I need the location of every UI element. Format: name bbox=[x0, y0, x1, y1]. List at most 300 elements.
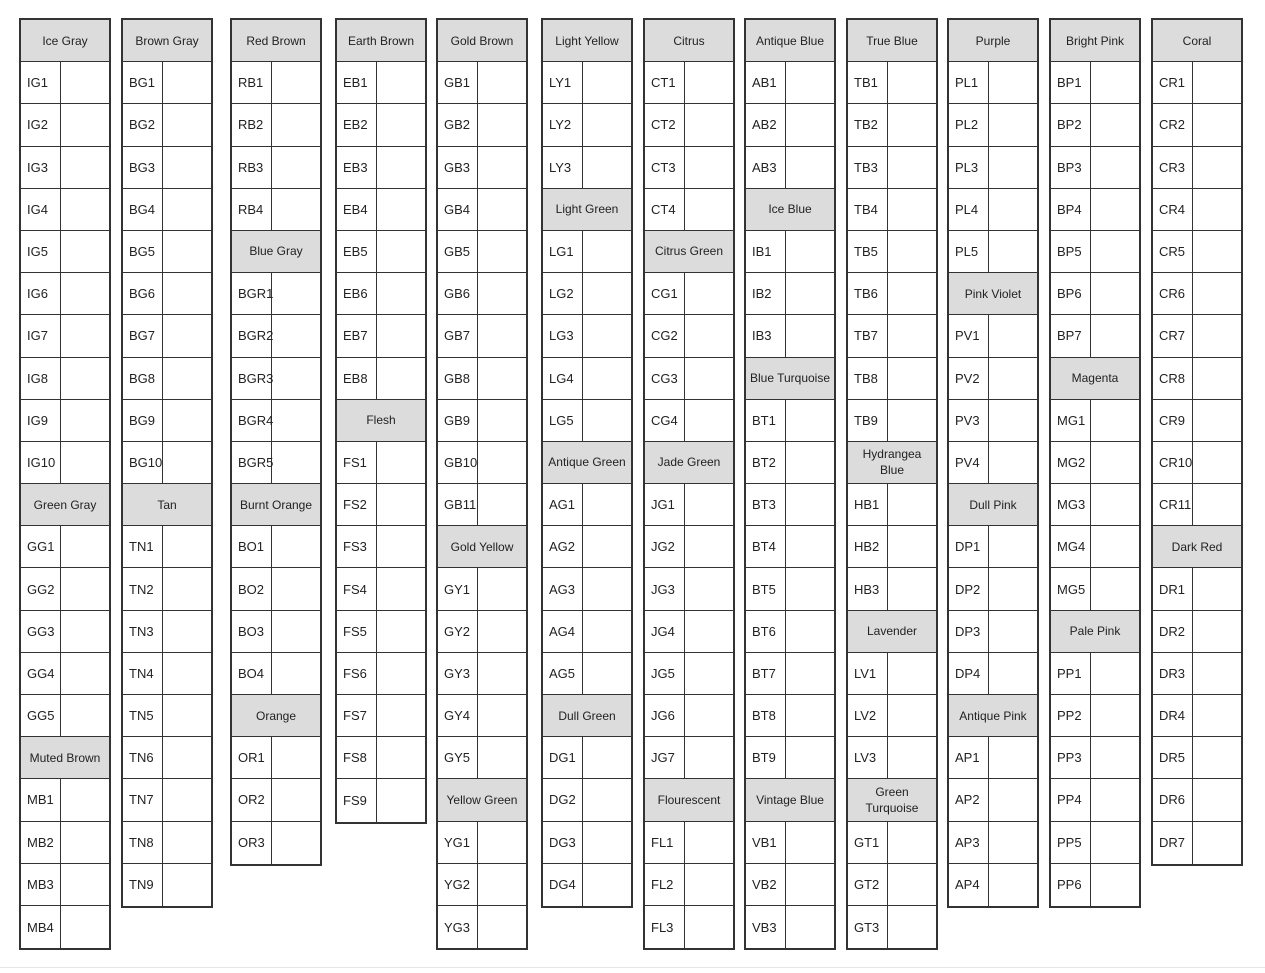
swatch-box bbox=[478, 358, 526, 399]
swatch-box bbox=[377, 315, 425, 356]
color-group-header: Antique Blue bbox=[746, 20, 834, 62]
color-code-label: BGR4 bbox=[232, 400, 272, 441]
swatch-box bbox=[272, 611, 320, 652]
page-bottom-divider bbox=[0, 967, 1265, 968]
swatch-box bbox=[1193, 737, 1241, 778]
color-code-label: TB8 bbox=[848, 358, 888, 399]
color-code-label: TN8 bbox=[123, 822, 163, 863]
swatch-box bbox=[583, 526, 631, 567]
swatch-box bbox=[478, 315, 526, 356]
swatch-box bbox=[685, 822, 733, 863]
color-group-header: True Blue bbox=[848, 20, 936, 62]
swatch-box bbox=[272, 189, 320, 230]
color-code-label: FS9 bbox=[337, 779, 377, 821]
swatch-box bbox=[163, 358, 211, 399]
color-code-row bbox=[438, 568, 526, 610]
color-code-row bbox=[1051, 822, 1139, 864]
swatch-box bbox=[272, 315, 320, 356]
swatch-box bbox=[377, 695, 425, 736]
color-code-label: GT2 bbox=[848, 864, 888, 905]
swatch-box bbox=[1193, 484, 1241, 525]
color-code-row bbox=[1051, 653, 1139, 695]
color-code-row bbox=[438, 906, 526, 948]
color-code-row bbox=[848, 358, 936, 400]
color-code-row bbox=[543, 822, 631, 864]
color-column bbox=[947, 18, 1039, 908]
color-code-label: VB1 bbox=[746, 822, 786, 863]
color-code-row bbox=[645, 822, 733, 864]
color-code-row bbox=[949, 822, 1037, 864]
color-code-label: MB2 bbox=[21, 822, 61, 863]
color-code-row bbox=[848, 104, 936, 146]
swatch-box bbox=[272, 822, 320, 864]
swatch-box bbox=[786, 315, 834, 356]
swatch-box bbox=[1193, 822, 1241, 864]
swatch-box bbox=[1091, 62, 1139, 103]
color-code-row bbox=[949, 568, 1037, 610]
color-code-row bbox=[337, 315, 425, 357]
color-code-label: BO2 bbox=[232, 568, 272, 609]
swatch-box bbox=[888, 400, 936, 441]
color-code-row bbox=[337, 62, 425, 104]
color-code-label: AP2 bbox=[949, 779, 989, 820]
color-code-row bbox=[949, 400, 1037, 442]
swatch-box bbox=[61, 653, 109, 694]
color-code-label: GB8 bbox=[438, 358, 478, 399]
color-code-label: LY3 bbox=[543, 147, 583, 188]
color-code-row bbox=[123, 611, 211, 653]
color-code-row bbox=[746, 568, 834, 610]
color-code-row bbox=[21, 400, 109, 442]
color-code-label: GY2 bbox=[438, 611, 478, 652]
color-code-row bbox=[949, 864, 1037, 906]
color-code-label: DR4 bbox=[1153, 695, 1193, 736]
color-code-label: BT8 bbox=[746, 695, 786, 736]
swatch-box bbox=[163, 400, 211, 441]
color-code-label: LG5 bbox=[543, 400, 583, 441]
color-code-row bbox=[123, 400, 211, 442]
swatch-box bbox=[272, 526, 320, 567]
color-group-header: Tan bbox=[123, 484, 211, 526]
color-code-row bbox=[232, 653, 320, 695]
swatch-box bbox=[478, 611, 526, 652]
color-code-label: IG6 bbox=[21, 273, 61, 314]
color-code-row bbox=[848, 695, 936, 737]
color-code-row bbox=[848, 737, 936, 779]
color-code-row bbox=[438, 653, 526, 695]
color-code-label: PV1 bbox=[949, 315, 989, 356]
color-code-label: BG9 bbox=[123, 400, 163, 441]
color-code-row bbox=[232, 822, 320, 864]
swatch-box bbox=[786, 62, 834, 103]
color-code-row bbox=[949, 315, 1037, 357]
color-code-label: CG1 bbox=[645, 273, 685, 314]
color-code-row bbox=[543, 315, 631, 357]
color-code-row bbox=[543, 62, 631, 104]
swatch-box bbox=[786, 104, 834, 145]
color-code-label: DR5 bbox=[1153, 737, 1193, 778]
color-code-row bbox=[1153, 147, 1241, 189]
color-code-label: BT3 bbox=[746, 484, 786, 525]
swatch-box bbox=[989, 864, 1037, 906]
color-code-row bbox=[337, 526, 425, 568]
swatch-box bbox=[478, 147, 526, 188]
color-code-label: JG5 bbox=[645, 653, 685, 694]
color-code-label: TN1 bbox=[123, 526, 163, 567]
color-group-header: Antique Pink bbox=[949, 695, 1037, 737]
swatch-box bbox=[377, 62, 425, 103]
swatch-box bbox=[888, 358, 936, 399]
color-code-row bbox=[21, 62, 109, 104]
swatch-box bbox=[786, 526, 834, 567]
swatch-box bbox=[478, 104, 526, 145]
color-code-label: PV4 bbox=[949, 442, 989, 483]
color-code-row bbox=[438, 231, 526, 273]
swatch-box bbox=[377, 526, 425, 567]
color-code-label: HB3 bbox=[848, 568, 888, 609]
color-code-label: CR10 bbox=[1153, 442, 1193, 483]
swatch-box bbox=[1091, 653, 1139, 694]
swatch-box bbox=[1091, 779, 1139, 820]
swatch-box bbox=[1091, 400, 1139, 441]
color-code-label: TB1 bbox=[848, 62, 888, 103]
swatch-box bbox=[1091, 231, 1139, 272]
color-group-header: Green Turquoise bbox=[848, 779, 936, 821]
color-code-label: EB6 bbox=[337, 273, 377, 314]
swatch-box bbox=[1193, 779, 1241, 820]
color-code-label: MB1 bbox=[21, 779, 61, 820]
swatch-box bbox=[478, 695, 526, 736]
color-code-row bbox=[438, 442, 526, 484]
color-code-label: CG3 bbox=[645, 358, 685, 399]
color-code-label: BT7 bbox=[746, 653, 786, 694]
color-code-row bbox=[949, 653, 1037, 695]
color-code-label: IG9 bbox=[21, 400, 61, 441]
color-code-row bbox=[337, 779, 425, 821]
swatch-box bbox=[61, 442, 109, 483]
color-code-label: FS7 bbox=[337, 695, 377, 736]
color-code-row bbox=[746, 906, 834, 948]
color-code-row bbox=[1153, 104, 1241, 146]
color-code-label: AG4 bbox=[543, 611, 583, 652]
swatch-box bbox=[163, 864, 211, 906]
swatch-box bbox=[61, 400, 109, 441]
swatch-box bbox=[61, 779, 109, 820]
color-code-label: BGR3 bbox=[232, 358, 272, 399]
swatch-box bbox=[1091, 526, 1139, 567]
color-code-row bbox=[123, 526, 211, 568]
swatch-box bbox=[272, 653, 320, 694]
color-code-label: BG1 bbox=[123, 62, 163, 103]
swatch-box bbox=[685, 104, 733, 145]
color-code-row bbox=[232, 147, 320, 189]
swatch-box bbox=[888, 653, 936, 694]
color-code-row bbox=[438, 315, 526, 357]
color-code-row bbox=[123, 442, 211, 484]
color-code-label: JG7 bbox=[645, 737, 685, 778]
color-code-label: BO1 bbox=[232, 526, 272, 567]
color-code-label: EB5 bbox=[337, 231, 377, 272]
swatch-box bbox=[61, 62, 109, 103]
color-code-row bbox=[1051, 526, 1139, 568]
color-code-label: BP5 bbox=[1051, 231, 1091, 272]
color-code-label: YG3 bbox=[438, 906, 478, 948]
color-code-label: GB11 bbox=[438, 484, 478, 525]
swatch-box bbox=[786, 695, 834, 736]
color-code-label: LY2 bbox=[543, 104, 583, 145]
color-code-row bbox=[232, 526, 320, 568]
color-group-header: Blue Turquoise bbox=[746, 358, 834, 400]
color-code-row bbox=[1051, 400, 1139, 442]
color-group-header: Bright Pink bbox=[1051, 20, 1139, 62]
color-code-label: LV1 bbox=[848, 653, 888, 694]
color-code-row bbox=[543, 864, 631, 906]
color-code-row bbox=[21, 189, 109, 231]
color-code-row bbox=[848, 315, 936, 357]
color-code-row bbox=[543, 737, 631, 779]
color-code-row bbox=[1051, 315, 1139, 357]
swatch-box bbox=[163, 653, 211, 694]
color-code-label: LG4 bbox=[543, 358, 583, 399]
color-code-row bbox=[1153, 484, 1241, 526]
color-code-row bbox=[337, 737, 425, 779]
swatch-box bbox=[377, 147, 425, 188]
color-code-label: BGR1 bbox=[232, 273, 272, 314]
color-code-label: PP5 bbox=[1051, 822, 1091, 863]
color-code-label: GG2 bbox=[21, 568, 61, 609]
swatch-box bbox=[989, 822, 1037, 863]
color-code-row bbox=[438, 611, 526, 653]
color-code-label: DP3 bbox=[949, 611, 989, 652]
color-code-row bbox=[337, 611, 425, 653]
color-group-header: Light Green bbox=[543, 189, 631, 231]
color-code-row bbox=[232, 611, 320, 653]
color-code-row bbox=[337, 189, 425, 231]
swatch-box bbox=[478, 189, 526, 230]
color-code-label: CG4 bbox=[645, 400, 685, 441]
swatch-box bbox=[583, 104, 631, 145]
color-code-row bbox=[232, 273, 320, 315]
color-group-header: Pale Pink bbox=[1051, 611, 1139, 653]
swatch-box bbox=[1091, 147, 1139, 188]
color-group-header: Dark Red bbox=[1153, 526, 1241, 568]
color-code-row bbox=[949, 611, 1037, 653]
color-code-label: CR2 bbox=[1153, 104, 1193, 145]
swatch-box bbox=[989, 147, 1037, 188]
swatch-box bbox=[1193, 315, 1241, 356]
swatch-box bbox=[685, 273, 733, 314]
color-code-label: FS4 bbox=[337, 568, 377, 609]
color-code-label: LV3 bbox=[848, 737, 888, 778]
color-code-label: TN3 bbox=[123, 611, 163, 652]
color-code-row bbox=[232, 442, 320, 484]
color-code-row bbox=[645, 484, 733, 526]
swatch-box bbox=[989, 442, 1037, 483]
swatch-box bbox=[888, 906, 936, 948]
color-code-label: CR6 bbox=[1153, 273, 1193, 314]
color-code-label: BP2 bbox=[1051, 104, 1091, 145]
swatch-box bbox=[888, 695, 936, 736]
swatch-box bbox=[478, 442, 526, 483]
color-code-label: MG2 bbox=[1051, 442, 1091, 483]
color-group-header: Red Brown bbox=[232, 20, 320, 62]
color-group-header: Light Yellow bbox=[543, 20, 631, 62]
swatch-box bbox=[61, 315, 109, 356]
color-code-row bbox=[1153, 695, 1241, 737]
color-code-row bbox=[438, 147, 526, 189]
color-code-label: EB2 bbox=[337, 104, 377, 145]
color-column bbox=[643, 18, 735, 950]
color-column bbox=[230, 18, 322, 866]
swatch-box bbox=[1091, 442, 1139, 483]
color-code-label: TN2 bbox=[123, 568, 163, 609]
swatch-box bbox=[1091, 695, 1139, 736]
color-code-row bbox=[746, 442, 834, 484]
color-code-label: BT5 bbox=[746, 568, 786, 609]
color-group-header: Earth Brown bbox=[337, 20, 425, 62]
swatch-box bbox=[989, 231, 1037, 272]
color-group-header: Purple bbox=[949, 20, 1037, 62]
color-code-label: TN4 bbox=[123, 653, 163, 694]
swatch-box bbox=[163, 273, 211, 314]
color-code-label: IB3 bbox=[746, 315, 786, 356]
color-code-label: TB4 bbox=[848, 189, 888, 230]
color-code-label: CR7 bbox=[1153, 315, 1193, 356]
swatch-box bbox=[583, 231, 631, 272]
color-code-label: BG10 bbox=[123, 442, 163, 483]
color-code-label: BG8 bbox=[123, 358, 163, 399]
swatch-box bbox=[377, 737, 425, 778]
color-code-label: IG8 bbox=[21, 358, 61, 399]
color-code-label: DG3 bbox=[543, 822, 583, 863]
color-code-label: IG4 bbox=[21, 189, 61, 230]
swatch-box bbox=[583, 358, 631, 399]
swatch-box bbox=[583, 62, 631, 103]
color-code-label: AG2 bbox=[543, 526, 583, 567]
color-column bbox=[121, 18, 213, 908]
swatch-box bbox=[685, 737, 733, 778]
swatch-box bbox=[1193, 147, 1241, 188]
color-code-row bbox=[949, 189, 1037, 231]
color-code-label: BO3 bbox=[232, 611, 272, 652]
color-code-row bbox=[848, 273, 936, 315]
swatch-box bbox=[583, 273, 631, 314]
color-code-label: RB2 bbox=[232, 104, 272, 145]
color-group-header: Yellow Green bbox=[438, 779, 526, 821]
swatch-box bbox=[583, 653, 631, 694]
color-code-label: JG2 bbox=[645, 526, 685, 567]
color-group-header: Vintage Blue bbox=[746, 779, 834, 821]
color-column bbox=[335, 18, 427, 824]
swatch-box bbox=[1193, 62, 1241, 103]
swatch-box bbox=[61, 526, 109, 567]
color-code-label: PP1 bbox=[1051, 653, 1091, 694]
swatch-box bbox=[1193, 231, 1241, 272]
color-code-label: BP4 bbox=[1051, 189, 1091, 230]
color-code-row bbox=[337, 695, 425, 737]
color-code-label: PL3 bbox=[949, 147, 989, 188]
swatch-box bbox=[61, 822, 109, 863]
color-code-label: TN6 bbox=[123, 737, 163, 778]
color-code-row bbox=[123, 231, 211, 273]
swatch-box bbox=[1193, 104, 1241, 145]
color-code-row bbox=[848, 822, 936, 864]
swatch-box bbox=[272, 147, 320, 188]
color-code-label: JG1 bbox=[645, 484, 685, 525]
swatch-box bbox=[583, 147, 631, 188]
color-code-label: LG2 bbox=[543, 273, 583, 314]
color-code-row bbox=[1153, 822, 1241, 864]
color-code-row bbox=[1051, 231, 1139, 273]
swatch-box bbox=[272, 62, 320, 103]
color-code-label: GT3 bbox=[848, 906, 888, 948]
color-code-label: GY5 bbox=[438, 737, 478, 778]
swatch-box bbox=[377, 273, 425, 314]
color-group-header: Lavender bbox=[848, 611, 936, 653]
color-code-label: BP6 bbox=[1051, 273, 1091, 314]
swatch-box bbox=[786, 737, 834, 778]
color-code-row bbox=[21, 442, 109, 484]
color-code-row bbox=[337, 273, 425, 315]
color-column bbox=[744, 18, 836, 950]
swatch-box bbox=[583, 779, 631, 820]
color-code-row bbox=[21, 695, 109, 737]
color-code-row bbox=[1153, 779, 1241, 821]
color-group-header: Burnt Orange bbox=[232, 484, 320, 526]
color-code-row bbox=[645, 147, 733, 189]
color-code-row bbox=[232, 779, 320, 821]
color-group-header: Citrus bbox=[645, 20, 733, 62]
swatch-box bbox=[989, 779, 1037, 820]
swatch-box bbox=[478, 484, 526, 525]
swatch-box bbox=[163, 779, 211, 820]
color-code-row bbox=[21, 358, 109, 400]
color-code-label: RB3 bbox=[232, 147, 272, 188]
color-code-label: RB4 bbox=[232, 189, 272, 230]
color-code-label: MB3 bbox=[21, 864, 61, 905]
color-code-row bbox=[543, 653, 631, 695]
color-code-row bbox=[746, 864, 834, 906]
color-code-row bbox=[848, 568, 936, 610]
color-column bbox=[1049, 18, 1141, 908]
color-code-label: DR7 bbox=[1153, 822, 1193, 864]
color-code-row bbox=[949, 104, 1037, 146]
color-code-label: BG3 bbox=[123, 147, 163, 188]
color-code-row bbox=[337, 653, 425, 695]
color-code-label: GB4 bbox=[438, 189, 478, 230]
color-group-header: Muted Brown bbox=[21, 737, 109, 779]
color-code-row bbox=[1051, 737, 1139, 779]
color-code-label: VB3 bbox=[746, 906, 786, 948]
swatch-box bbox=[989, 62, 1037, 103]
color-code-label: IB1 bbox=[746, 231, 786, 272]
color-code-row bbox=[1051, 779, 1139, 821]
color-code-row bbox=[21, 864, 109, 906]
color-code-row bbox=[21, 906, 109, 948]
swatch-box bbox=[61, 358, 109, 399]
color-group-header: Ice Blue bbox=[746, 189, 834, 231]
color-code-label: CR1 bbox=[1153, 62, 1193, 103]
color-code-row bbox=[645, 358, 733, 400]
color-code-row bbox=[746, 400, 834, 442]
color-code-row bbox=[337, 358, 425, 400]
color-code-row bbox=[1153, 568, 1241, 610]
swatch-box bbox=[61, 147, 109, 188]
color-column bbox=[541, 18, 633, 908]
color-code-label: GB6 bbox=[438, 273, 478, 314]
color-code-row bbox=[543, 231, 631, 273]
color-code-row bbox=[438, 273, 526, 315]
